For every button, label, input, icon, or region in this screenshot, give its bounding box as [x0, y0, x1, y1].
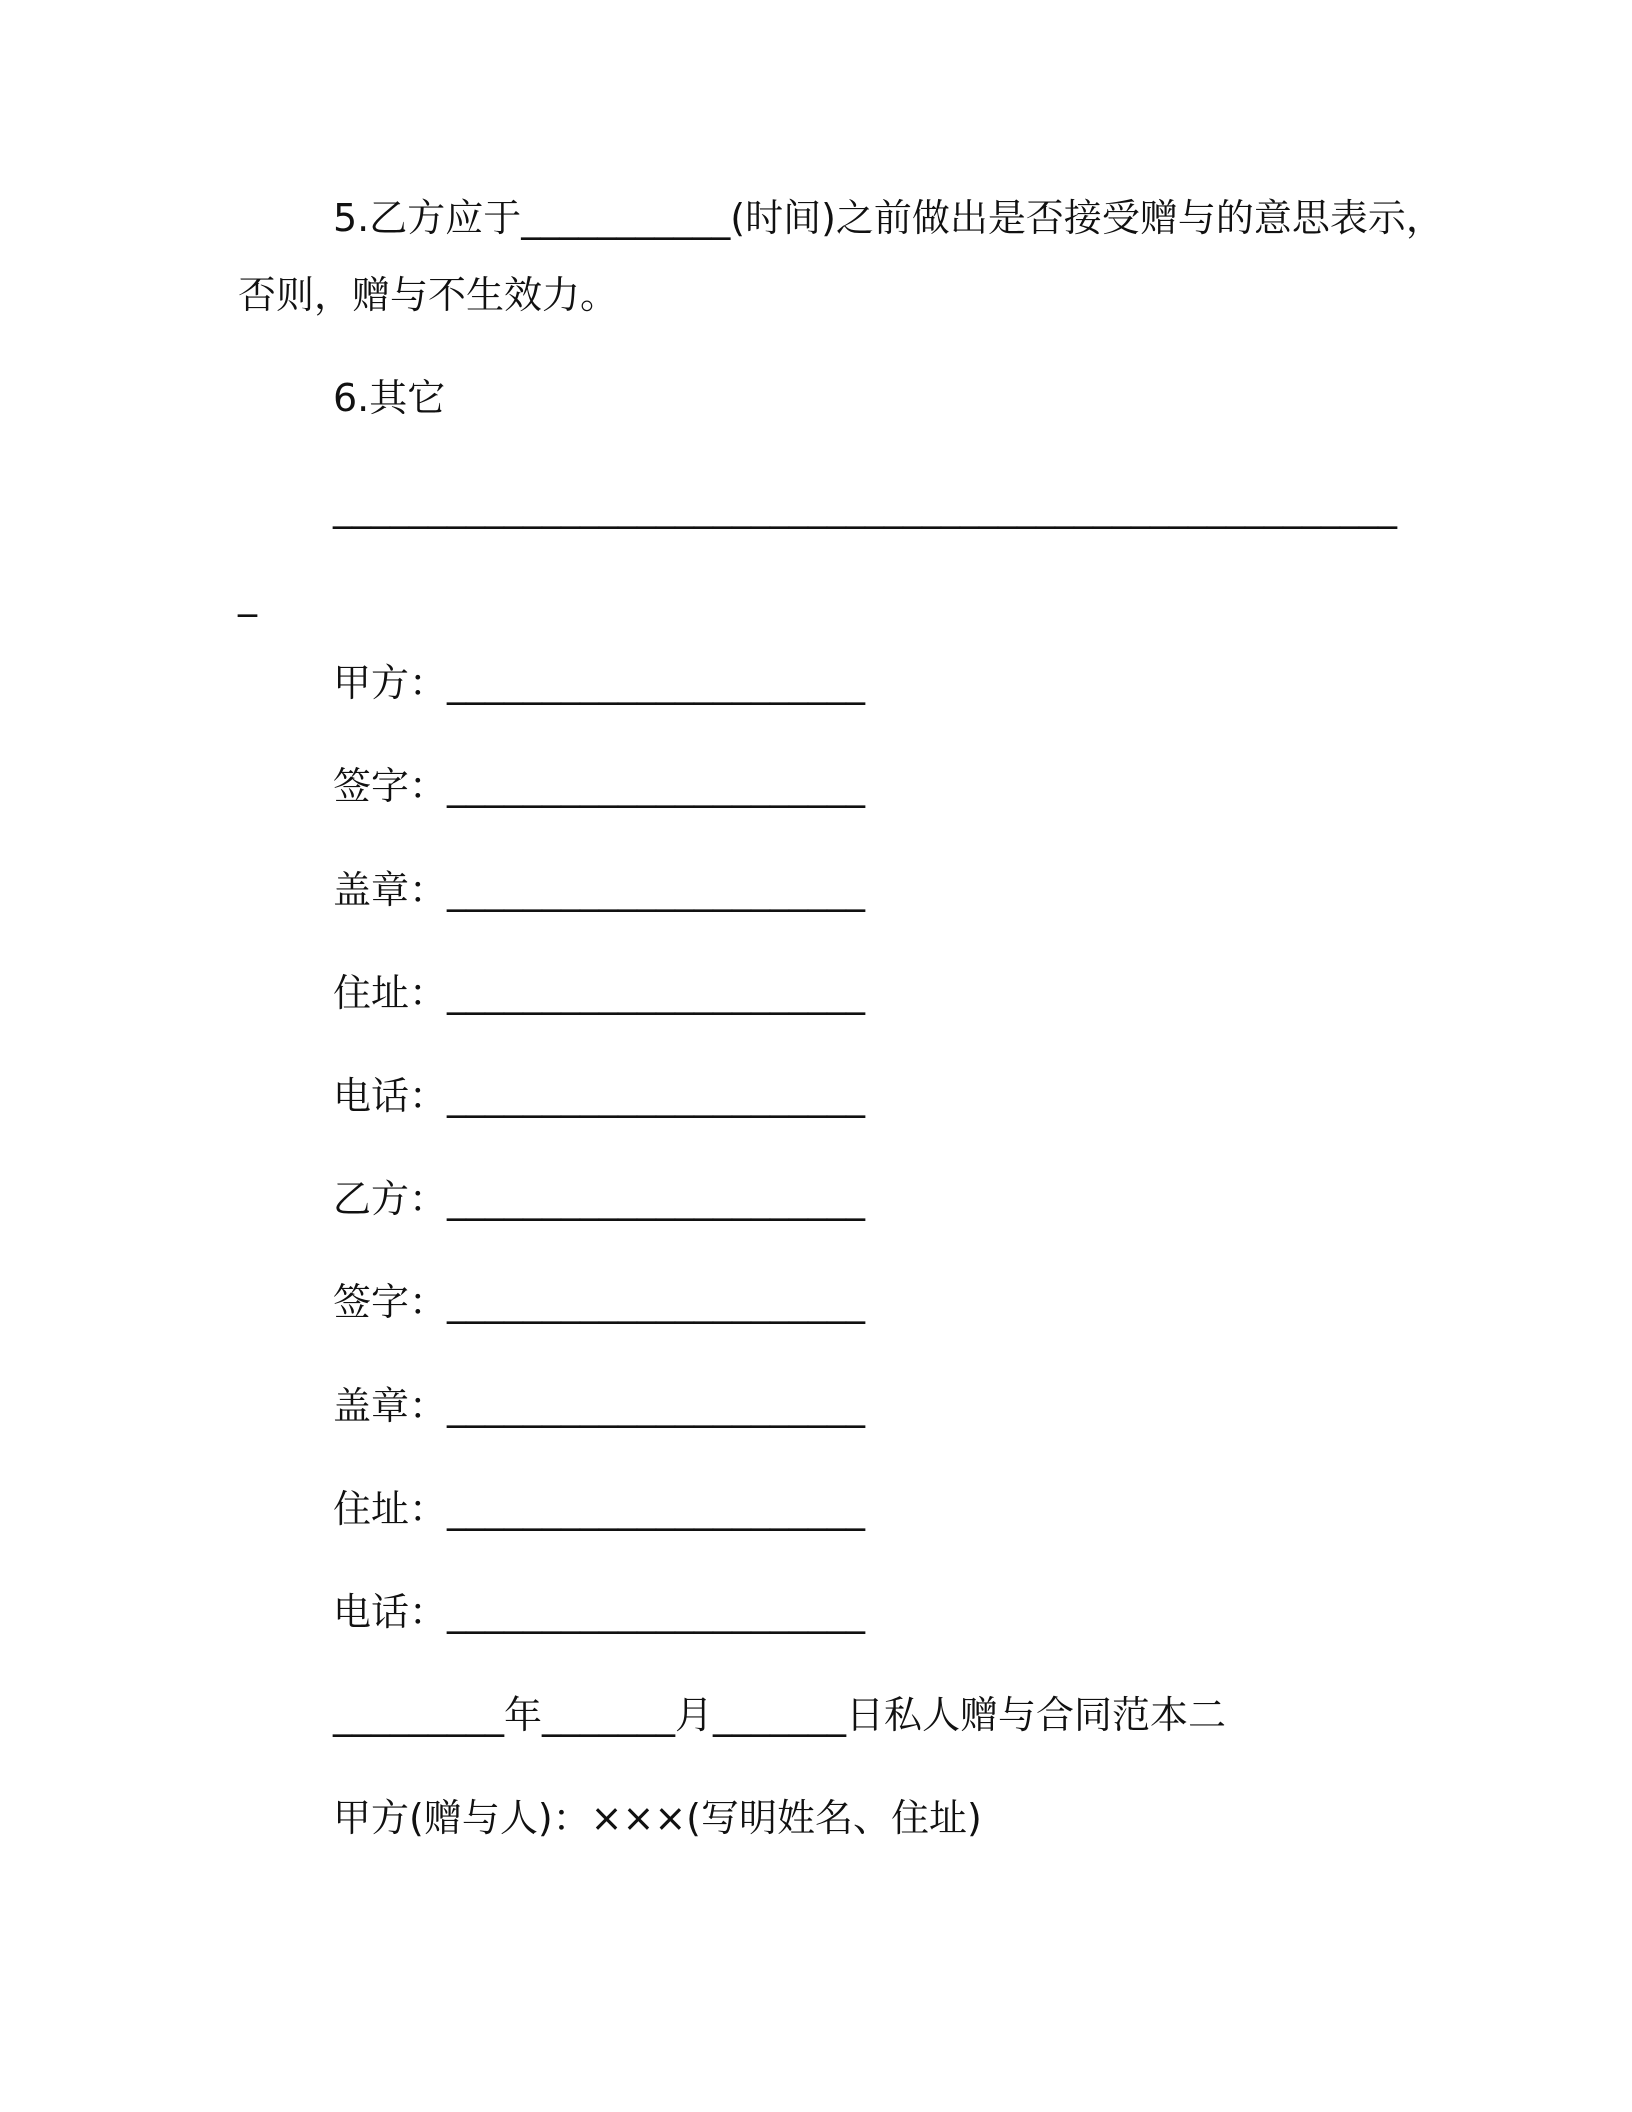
clause-6-title: 6.其它	[333, 376, 446, 420]
field-label: 电话：	[333, 1590, 448, 1634]
field-blank: ______________________	[447, 1074, 866, 1118]
field-label: 盖章：	[333, 1384, 448, 1428]
field-blank: ______________________	[447, 1590, 866, 1634]
field-label: 甲方：	[333, 661, 448, 705]
party-b-name-field	[333, 1175, 865, 1223]
field-blank: ______________________	[447, 1487, 866, 1531]
party-b-signature-field	[333, 1278, 865, 1326]
field-blank: ______________________	[447, 1384, 866, 1428]
party-a-address-field	[333, 969, 865, 1017]
donor-party-line: 甲方(赠与人)：×××(写明姓名、住址)	[333, 1796, 982, 1840]
clause-6-blank-line: ________________________________________________________	[333, 485, 1397, 529]
field-label: 住址：	[333, 971, 448, 1015]
party-a-signature-field	[333, 762, 865, 810]
field-blank: ______________________	[447, 764, 866, 808]
field-label: 签字：	[333, 1280, 448, 1324]
field-blank: ______________________	[447, 1280, 866, 1324]
clause-5-line-1: 5.乙方应于___________(时间)之前做出是否接受赠与的意思表示，	[333, 196, 1444, 240]
field-blank: ______________________	[447, 1177, 866, 1221]
field-label: 乙方：	[333, 1177, 448, 1221]
field-blank: ______________________	[447, 868, 866, 912]
field-label: 盖章：	[333, 868, 448, 912]
field-label: 电话：	[333, 1074, 448, 1118]
party-a-name-field	[333, 659, 865, 707]
date-and-title-line: _________年_______月_______日私人赠与合同范本二	[333, 1693, 1227, 1737]
field-blank: ______________________	[447, 661, 866, 705]
field-label: 签字：	[333, 764, 448, 808]
party-b-phone-field	[333, 1588, 865, 1636]
field-blank: ______________________	[447, 971, 866, 1015]
party-a-seal-field	[333, 866, 865, 914]
party-b-address-field	[333, 1485, 865, 1533]
clause-6-blank-tail: _	[238, 573, 257, 617]
field-label: 住址：	[333, 1487, 448, 1531]
party-a-phone-field	[333, 1072, 865, 1120]
party-b-seal-field	[333, 1382, 865, 1430]
clause-5-line-2: 否则，赠与不生效力。	[238, 273, 619, 317]
